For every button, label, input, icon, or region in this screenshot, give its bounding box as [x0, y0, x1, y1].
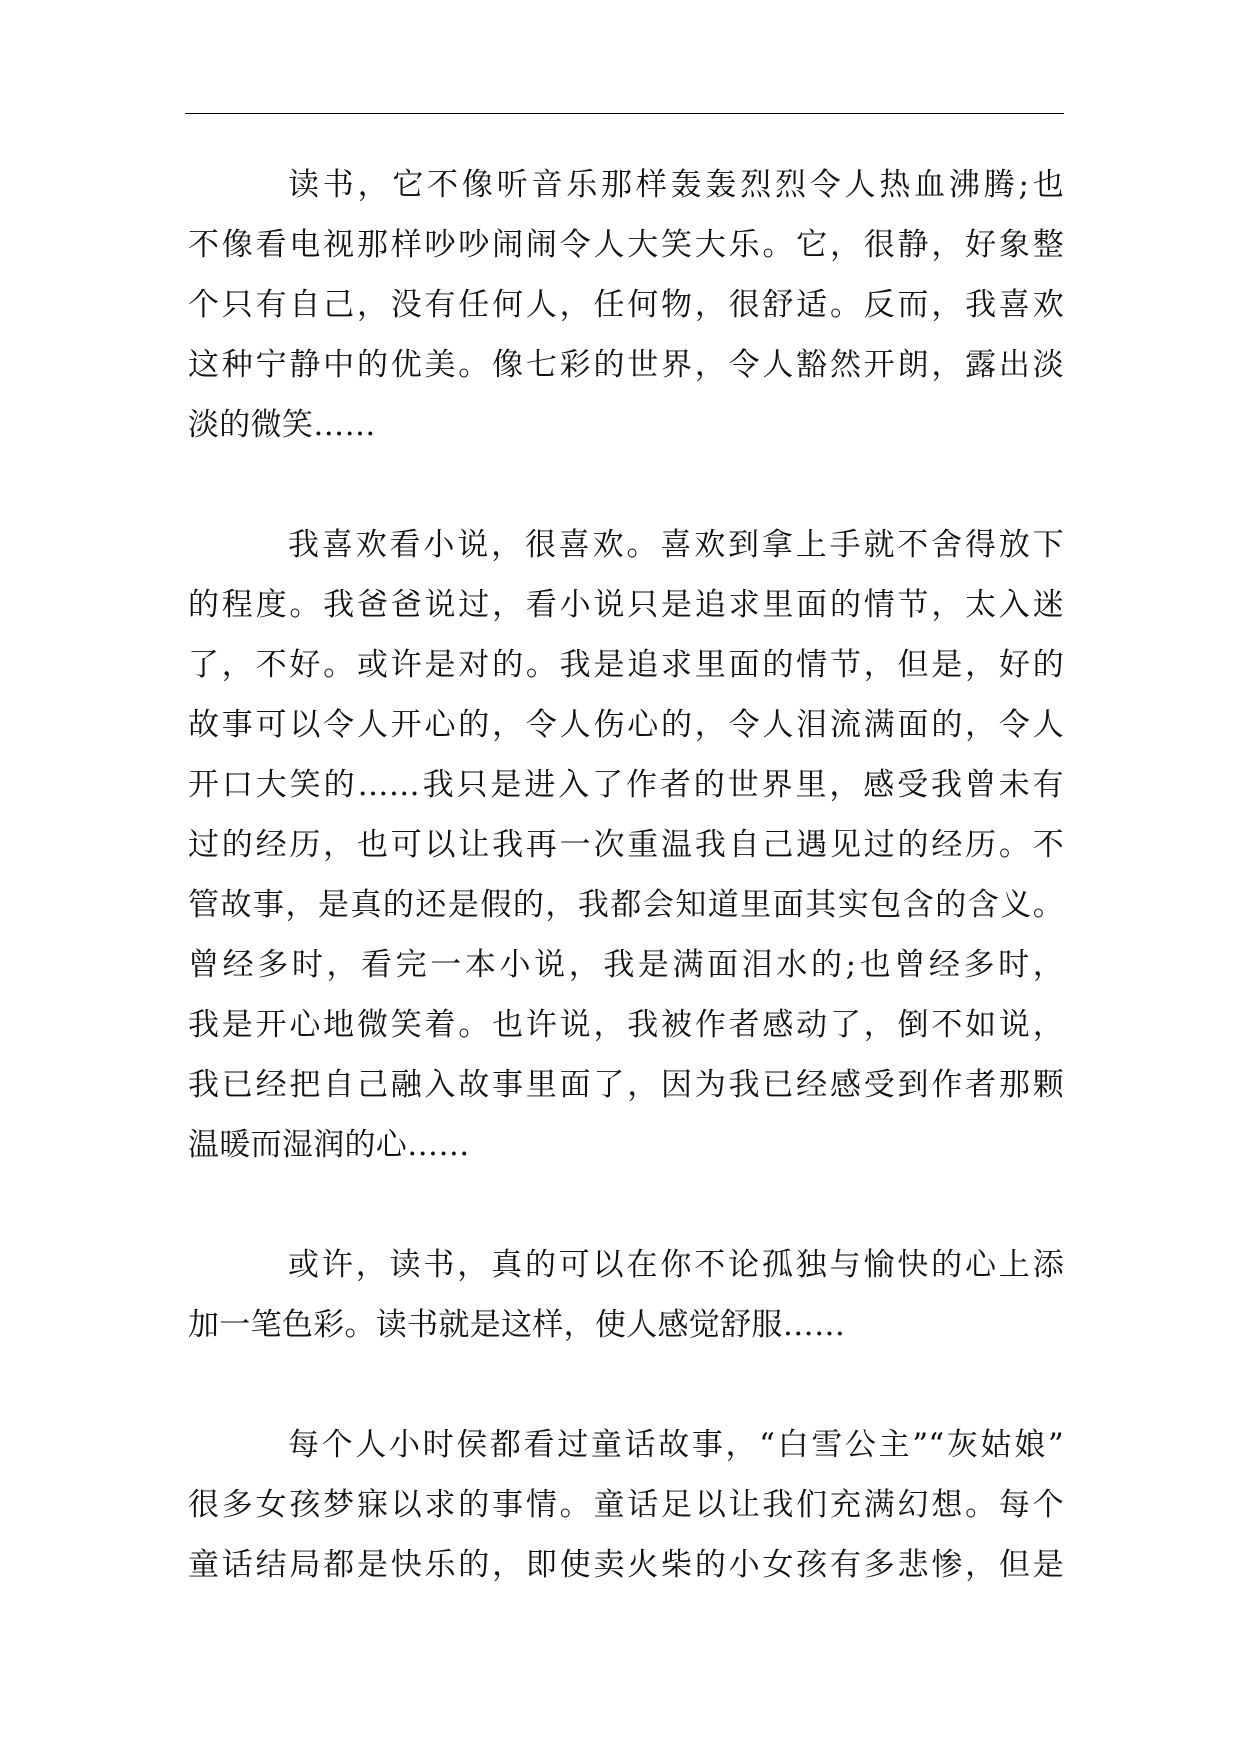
- text-line: 淡的微笑……: [188, 407, 376, 443]
- text-line: 曾经多时，看完一本小说，我是满面泪水的;也曾经多时，: [188, 947, 1064, 983]
- text-line: 过的经历，也可以让我再一次重温我自己遇见过的经历。不: [188, 827, 1064, 863]
- header-rule: [185, 113, 1064, 114]
- text-line: 故事可以令人开心的，令人伤心的，令人泪流满面的，令人: [188, 707, 1064, 743]
- text-line: 我已经把自己融入故事里面了，因为我已经感受到作者那颗: [188, 1067, 1064, 1103]
- paragraph: [188, 155, 1064, 455]
- paragraph: [188, 1235, 1064, 1355]
- text-line: 了，不好。或许是对的。我是追求里面的情节，但是，好的: [188, 647, 1064, 683]
- text-line: 这种宁静中的优美。像七彩的世界，令人豁然开朗，露出淡: [188, 347, 1064, 383]
- text-line: 读书，它不像听音乐那样轰轰烈烈令人热血沸腾;也: [288, 167, 1064, 203]
- text-line: 每个人小时侯都看过童话故事，“白雪公主”“灰姑娘”: [288, 1427, 1064, 1463]
- text-line: 我是开心地微笑着。也许说，我被作者感动了，倒不如说，: [188, 1007, 1064, 1043]
- text-line: 我喜欢看小说，很喜欢。喜欢到拿上手就不舍得放下: [288, 527, 1064, 563]
- text-line: 管故事，是真的还是假的，我都会知道里面其实包含的含义。: [188, 887, 1064, 923]
- text-line: 童话结局都是快乐的，即使卖火柴的小女孩有多悲惨，但是: [188, 1547, 1064, 1583]
- paragraph: [188, 1415, 1064, 1595]
- text-line: 不像看电视那样吵吵闹闹令人大笑大乐。它，很静，好象整: [188, 227, 1064, 263]
- text-line: 开口大笑的……我只是进入了作者的世界里，感受我曾未有: [188, 767, 1064, 803]
- text-line: 很多女孩梦寐以求的事情。童话足以让我们充满幻想。每个: [188, 1487, 1064, 1523]
- text-line: 或许，读书，真的可以在你不论孤独与愉快的心上添: [288, 1247, 1064, 1283]
- document-body: [188, 155, 1064, 1655]
- paragraph: [188, 515, 1064, 1175]
- text-line: 加一笔色彩。读书就是这样，使人感觉舒服……: [188, 1307, 846, 1343]
- text-line: 的程度。我爸爸说过，看小说只是追求里面的情节，太入迷: [188, 587, 1064, 623]
- text-line: 温暖而湿润的心……: [188, 1127, 470, 1163]
- text-line: 个只有自己，没有任何人，任何物，很舒适。反而，我喜欢: [188, 287, 1064, 323]
